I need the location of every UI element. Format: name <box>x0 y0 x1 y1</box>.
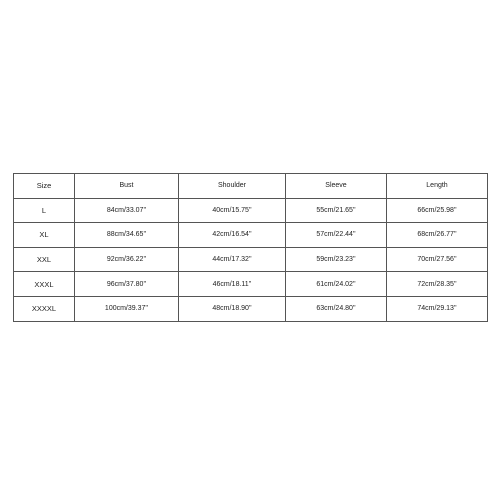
shoulder-cell: 46cm/18.11'' <box>179 272 286 297</box>
length-cell: 74cm/29.13'' <box>387 296 488 321</box>
size-cell: XL <box>14 223 75 248</box>
bust-cell: 84cm/33.07'' <box>75 198 179 223</box>
bust-cell: 88cm/34.65'' <box>75 223 179 248</box>
size-chart-table <box>13 173 488 322</box>
size-cell: L <box>14 198 75 223</box>
shoulder-cell: 44cm/17.32'' <box>179 247 286 272</box>
sleeve-cell: 63cm/24.80'' <box>286 296 387 321</box>
header-row <box>14 174 488 199</box>
table-row <box>14 247 488 272</box>
bust-cell: 92cm/36.22'' <box>75 247 179 272</box>
sleeve-cell: 55cm/21.65'' <box>286 198 387 223</box>
header-shoulder: Shoulder <box>179 174 286 199</box>
shoulder-cell: 48cm/18.90'' <box>179 296 286 321</box>
table-row <box>14 296 488 321</box>
size-cell: XXXL <box>14 272 75 297</box>
header-bust: Bust <box>75 174 179 199</box>
length-cell: 72cm/28.35'' <box>387 272 488 297</box>
header-sleeve: Sleeve <box>286 174 387 199</box>
table-row <box>14 272 488 297</box>
bust-cell: 96cm/37.80'' <box>75 272 179 297</box>
length-cell: 68cm/26.77'' <box>387 223 488 248</box>
shoulder-cell: 40cm/15.75'' <box>179 198 286 223</box>
bust-cell: 100cm/39.37'' <box>75 296 179 321</box>
header-length: Length <box>387 174 488 199</box>
sleeve-cell: 59cm/23.23'' <box>286 247 387 272</box>
sleeve-cell: 57cm/22.44'' <box>286 223 387 248</box>
length-cell: 70cm/27.56'' <box>387 247 488 272</box>
table-row <box>14 223 488 248</box>
shoulder-cell: 42cm/16.54'' <box>179 223 286 248</box>
size-cell: XXL <box>14 247 75 272</box>
table-row <box>14 198 488 223</box>
size-cell: XXXXL <box>14 296 75 321</box>
header-size: Size <box>14 174 75 199</box>
sleeve-cell: 61cm/24.02'' <box>286 272 387 297</box>
length-cell: 66cm/25.98'' <box>387 198 488 223</box>
